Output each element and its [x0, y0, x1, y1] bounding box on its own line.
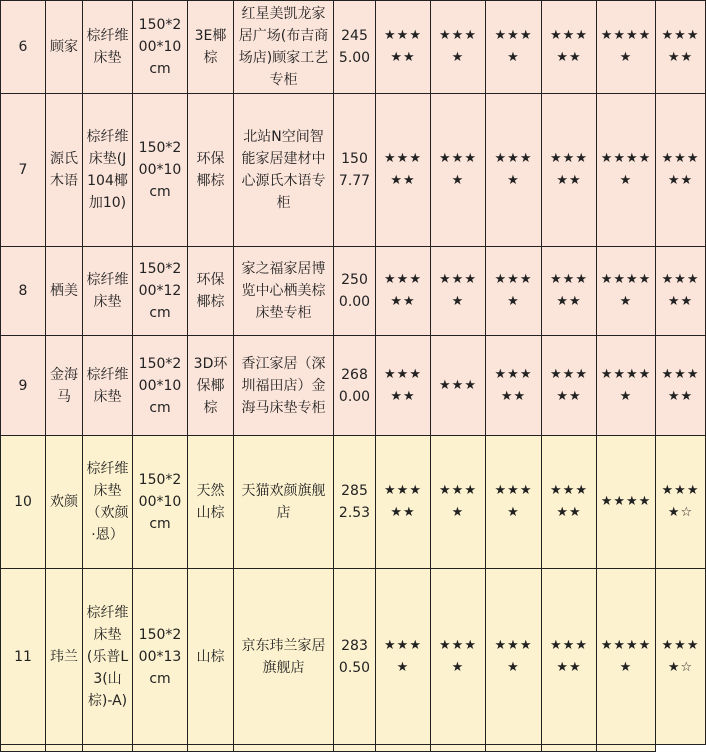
star-rating-2: ★★★★	[431, 436, 486, 569]
star-rating-5: ★★★★★	[597, 1, 656, 94]
brand-name: 玮兰	[46, 569, 83, 745]
product-size: 150*200*10cm	[133, 1, 188, 94]
star-rating-4: ★★★★★	[542, 1, 597, 94]
product-size: 150*200*10cm	[133, 436, 188, 569]
material: 环保椰棕	[188, 94, 234, 247]
star-rating-3: ★★★★★	[486, 336, 542, 436]
table-cell	[188, 745, 234, 752]
product-size: 150*200*10cm	[133, 94, 188, 247]
table-cell	[83, 745, 133, 752]
store-name: 家之福家居博览中心栖美棕床垫专柜	[234, 247, 334, 336]
table-cell	[1, 745, 46, 752]
star-rating-3: ★★★★	[486, 94, 542, 247]
price: 2680.00	[334, 336, 376, 436]
table-cell	[133, 745, 188, 752]
row-number: 11	[1, 569, 46, 745]
material: 天然山棕	[188, 436, 234, 569]
brand-name: 栖美	[46, 247, 83, 336]
star-rating-6: ★★★★★	[656, 94, 706, 247]
table-cell	[597, 745, 656, 752]
table-row-partial	[1, 745, 706, 752]
brand-name: 源氏木语	[46, 94, 83, 247]
product-type: 棕纤维床垫	[83, 1, 133, 94]
star-rating-1: ★★★★★	[376, 1, 431, 94]
brand-name: 顾家	[46, 1, 83, 94]
star-rating-1: ★★★★	[376, 569, 431, 745]
price: 2455.00	[334, 1, 376, 94]
star-rating-1: ★★★★★	[376, 336, 431, 436]
star-rating-3: ★★★★	[486, 247, 542, 336]
star-rating-3: ★★★★	[486, 1, 542, 94]
star-rating-2: ★★★★	[431, 94, 486, 247]
star-rating-6: ★★★★★	[656, 247, 706, 336]
star-rating-1: ★★★★★	[376, 247, 431, 336]
product-size: 150*200*13cm	[133, 569, 188, 745]
product-type: 棕纤维床垫	[83, 247, 133, 336]
price: 2500.00	[334, 247, 376, 336]
row-number: 8	[1, 247, 46, 336]
star-rating-5: ★★★★★	[597, 94, 656, 247]
material: 3D环保椰棕	[188, 336, 234, 436]
price: 2830.50	[334, 569, 376, 745]
star-rating-6: ★★★★☆	[656, 436, 706, 569]
star-rating-4: ★★★★★	[542, 94, 597, 247]
table-cell	[376, 745, 431, 752]
product-type: 棕纤维床垫(J104椰加10)	[83, 94, 133, 247]
store-name: 北站N空间智能家居建材中心源氏木语专柜	[234, 94, 334, 247]
star-rating-2: ★★★★	[431, 247, 486, 336]
table-row	[1, 336, 706, 436]
star-rating-2: ★★★★	[431, 1, 486, 94]
star-rating-4: ★★★★★	[542, 336, 597, 436]
table-cell	[486, 745, 542, 752]
table-row	[1, 1, 706, 94]
row-number: 10	[1, 436, 46, 569]
product-size: 150*200*12cm	[133, 247, 188, 336]
star-rating-5: ★★★★★	[597, 336, 656, 436]
table-row	[1, 247, 706, 336]
table-cell	[431, 745, 486, 752]
star-rating-4: ★★★★★	[542, 436, 597, 569]
brand-name: 金海马	[46, 336, 83, 436]
store-name: 京东玮兰家居旗舰店	[234, 569, 334, 745]
star-rating-6: ★★★★☆	[656, 569, 706, 745]
table-row	[1, 569, 706, 745]
star-rating-3: ★★★★	[486, 436, 542, 569]
brand-name: 欢颜	[46, 436, 83, 569]
star-rating-2: ★★★	[431, 336, 486, 436]
star-rating-5: ★★★★★	[597, 247, 656, 336]
material: 山棕	[188, 569, 234, 745]
star-rating-5: ★★★★★	[597, 569, 656, 745]
row-number: 9	[1, 336, 46, 436]
star-rating-6: ★★★★★	[656, 1, 706, 94]
star-rating-4: ★★★★★	[542, 569, 597, 745]
price: 2852.53	[334, 436, 376, 569]
star-rating-4: ★★★★★	[542, 247, 597, 336]
table-cell	[234, 745, 334, 752]
row-number: 7	[1, 94, 46, 247]
star-rating-2: ★★★★	[431, 569, 486, 745]
star-rating-3: ★★★★	[486, 569, 542, 745]
store-name: 天猫欢颜旗舰店	[234, 436, 334, 569]
table-cell	[334, 745, 376, 752]
store-name: 香江家居（深圳福田店）金海马床垫专柜	[234, 336, 334, 436]
star-rating-5: ★★★★	[597, 436, 656, 569]
table-cell	[46, 745, 83, 752]
material: 3E椰棕	[188, 1, 234, 94]
row-number: 6	[1, 1, 46, 94]
star-rating-1: ★★★★★	[376, 436, 431, 569]
star-rating-6: ★★★★★	[656, 336, 706, 436]
product-type: 棕纤维床垫	[83, 336, 133, 436]
material: 环保椰棕	[188, 247, 234, 336]
store-name: 红星美凯龙家居广场(布吉商场店)顾家工艺专柜	[234, 1, 334, 94]
table-row	[1, 436, 706, 569]
product-type: 棕纤维床垫(乐普L3(山棕)-A)	[83, 569, 133, 745]
table-cell	[542, 745, 597, 752]
table-row	[1, 94, 706, 247]
product-size: 150*200*10cm	[133, 336, 188, 436]
product-type: 棕纤维床垫（欢颜·恩）	[83, 436, 133, 569]
price: 1507.77	[334, 94, 376, 247]
star-rating-1: ★★★★★	[376, 94, 431, 247]
